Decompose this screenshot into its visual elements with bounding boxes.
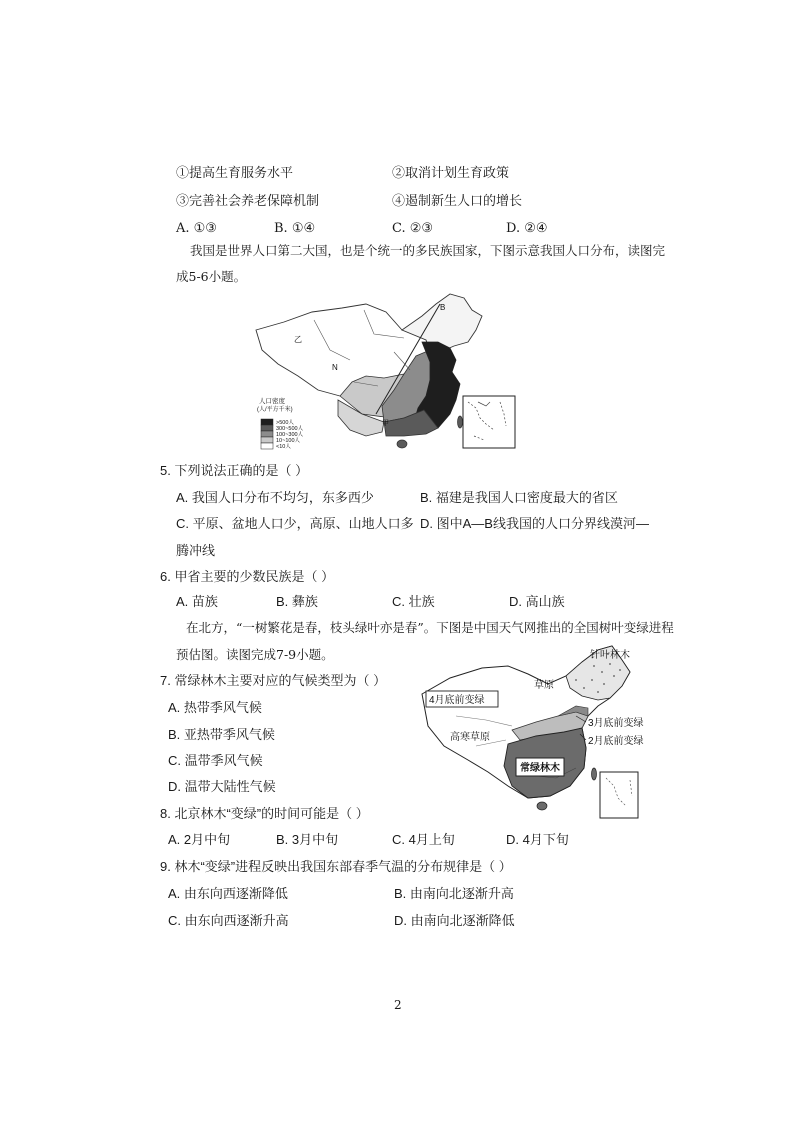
q4-statement-3: ③完善社会养老保障机制: [176, 194, 320, 209]
q9-option-c: C. 由东向西逐渐升高: [168, 913, 289, 928]
q8-option-c: C. 4月上旬: [392, 832, 455, 847]
q8-option-b: B. 3月中旬: [276, 832, 339, 847]
population-legend: [261, 418, 304, 450]
q9-option-d: D. 由南向北逐渐降低: [394, 913, 515, 928]
q6-option-c: C. 壮族: [392, 594, 435, 609]
legend-title-2: (人/平方千米): [257, 407, 293, 413]
q6-option-a: A. 苗族: [176, 594, 218, 609]
legend-item-1: >500人: [276, 420, 294, 426]
intro-7-9-line2: 预估图。读图完成7-9小题。: [176, 647, 334, 662]
map1-label-yi: 乙: [294, 335, 302, 344]
q6-stem: 6. 甲省主要的少数民族是（ ）: [160, 569, 335, 584]
legend-title-1: 人口密度: [259, 398, 285, 405]
q9-stem: 9. 林木“变绿”进程反映出我国东部春季气温的分布规律是（ ）: [160, 859, 512, 874]
map1-label-n: N: [332, 363, 338, 372]
q5-option-d: D. 图中A—B线我国的人口分界线漠河—: [420, 516, 649, 531]
q4-statement-4: ④遏制新生人口的增长: [392, 194, 523, 209]
population-density-map: [254, 290, 526, 460]
map2-label-march-end: 3月底前变绿: [588, 718, 644, 729]
map2-label-february-end: 2月底前变绿: [588, 736, 644, 747]
q8-stem: 8. 北京林木“变绿”的时间可能是（ ）: [160, 806, 369, 821]
q9-option-a: A. 由东向西逐渐降低: [168, 886, 288, 901]
q8-option-a: A. 2月中旬: [168, 832, 231, 847]
q5-option-a: A. 我国人口分布不均匀，东多西少: [176, 490, 374, 505]
q4-option-b: B. ①④: [274, 221, 316, 236]
map2-label-conifer: 针叶林木: [590, 650, 630, 661]
q7-option-a: A. 热带季风气候: [168, 700, 262, 715]
map2-label-grassland: 草原: [534, 680, 554, 691]
q4-option-d: D. ②④: [506, 221, 548, 236]
q4-option-a: A. ①③: [176, 221, 217, 236]
q6-option-b: B. 彝族: [276, 594, 318, 609]
q7-option-b: B. 亚热带季风气候: [168, 727, 275, 742]
q7-option-d: D. 温带大陆性气候: [168, 779, 276, 794]
q5-stem: 5. 下列说法正确的是（ ）: [160, 463, 309, 478]
q5-option-c: C. 平原、盆地人口少，高原、山地人口多: [176, 516, 414, 531]
q5-option-d-continued: 腾冲线: [176, 543, 216, 558]
q5-option-b: B. 福建是我国人口密度最大的省区: [420, 490, 618, 505]
legend-item-4: 10~100人: [276, 438, 301, 444]
q7-stem: 7. 常绿林木主要对应的气候类型为（ ）: [160, 673, 387, 688]
south-china-sea-inset-2: [600, 772, 638, 818]
map2-label-evergreen: 常绿林木: [520, 763, 560, 774]
legend-item-3: 100~300人: [276, 432, 304, 438]
legend-item-2: 300~500人: [276, 426, 304, 432]
q8-option-d: D. 4月下旬: [506, 832, 569, 847]
q4-option-c: C. ②③: [392, 221, 434, 236]
intro-7-9-line1: 在北方，“一树繁花是春，枝头绿叶亦是春”。下图是中国天气网推出的全国树叶变绿进程: [186, 620, 674, 635]
legend-item-5: <10人: [276, 444, 291, 450]
intro-5-6-line1: 我国是世界人口第二大国，也是个统一的多民族国家，下图示意我国人口分布，读图完: [190, 243, 666, 258]
q7-option-c: C. 温带季风气候: [168, 753, 263, 768]
south-china-sea-inset: [463, 396, 515, 448]
map1-label-jia: 甲: [382, 420, 389, 427]
q6-option-d: D. 高山族: [509, 594, 565, 609]
map2-label-alpine-grassland: 高寒草原: [450, 732, 490, 743]
page-number: 2: [394, 998, 402, 1012]
leaf-greening-map: [416, 636, 654, 822]
map1-label-b: B: [440, 303, 446, 312]
map2-label-april-end: 4月底前变绿: [429, 695, 485, 706]
q4-statement-1: ①提高生育服务水平: [176, 166, 294, 181]
q9-option-b: B. 由南向北逐渐升高: [394, 886, 514, 901]
q4-statement-2: ②取消计划生育政策: [392, 166, 510, 181]
intro-5-6-line2: 成5-6小题。: [176, 269, 247, 284]
